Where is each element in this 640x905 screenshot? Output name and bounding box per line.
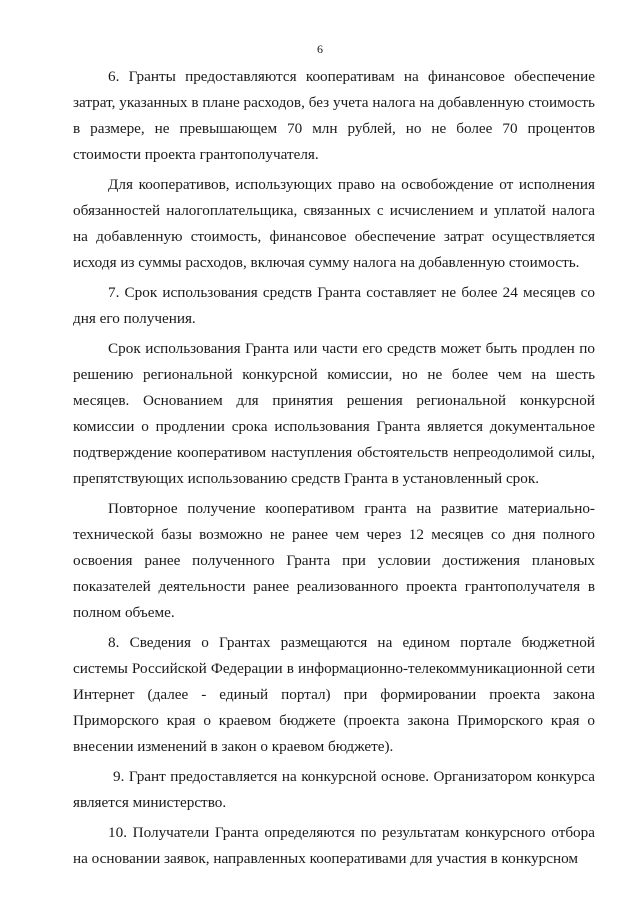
paragraph-recipient-selection: 10. Получатели Гранта определяются по результатам конкурсного отбора на основании заявок, направленных кооперативами для участия в конкурсном <box>73 824 595 867</box>
paragraph-grant-publication: 8. Сведения о Грантах размещаются на едином портале бюджетной системы Российской Федерации в информационно-телекоммуникационной сети Интернет (далее - единый портал) при формировании проекта закона Приморского края о краевом бюджете (проекта закона Приморского края о внесении изменений в закон о краевом бюджете). <box>73 634 595 755</box>
paragraph-term-extension: Срок использования Гранта или части его средств может быть продлен по решению региональной конкурсной комиссии, но не более чем на шесть месяцев. Основанием для принятия решения региональной конкурсной комиссии о продлении срока использования Гранта является документальное подтверждение кооперативом наступления обстоятельств непреодолимой силы, препятствующих использованию средств Гранта в установленный срок. <box>73 340 595 487</box>
paragraph-vat-exemption: Для кооперативов, использующих право на освобождение от исполнения обязанностей налогоплательщика, связанных с исчислением и уплатой налога на добавленную стоимость, финансовое обеспечение затрат осуществляется исходя из суммы расходов, включая сумму налога на добавленную стоимость. <box>73 176 595 271</box>
paragraph-grant-amount: 6. Гранты предоставляются кооперативам на финансовое обеспечение затрат, указанных в плане расходов, без учета налога на добавленную стоимость в размере, не превышающем 70 млн рублей, но не более 70 процентов стоимости проекта грантополучателя. <box>73 68 595 163</box>
document-body <box>73 64 595 876</box>
paragraph-competition-basis: 9. Грант предоставляется на конкурсной основе. Организатором конкурса является министерство. <box>73 768 595 811</box>
page-number: 6 <box>317 42 323 56</box>
paragraph-grant-term: 7. Срок использования средств Гранта составляет не более 24 месяцев со дня его получения. <box>73 284 595 327</box>
paragraph-repeat-grant: Повторное получение кооперативом гранта на развитие материально-технической базы возможно не ранее чем через 12 месяцев со дня полного освоения ранее полученного Гранта при условии достижения плановых показателей деятельности ранее реализованного проекта грантополучателя в полном объеме. <box>73 500 595 621</box>
